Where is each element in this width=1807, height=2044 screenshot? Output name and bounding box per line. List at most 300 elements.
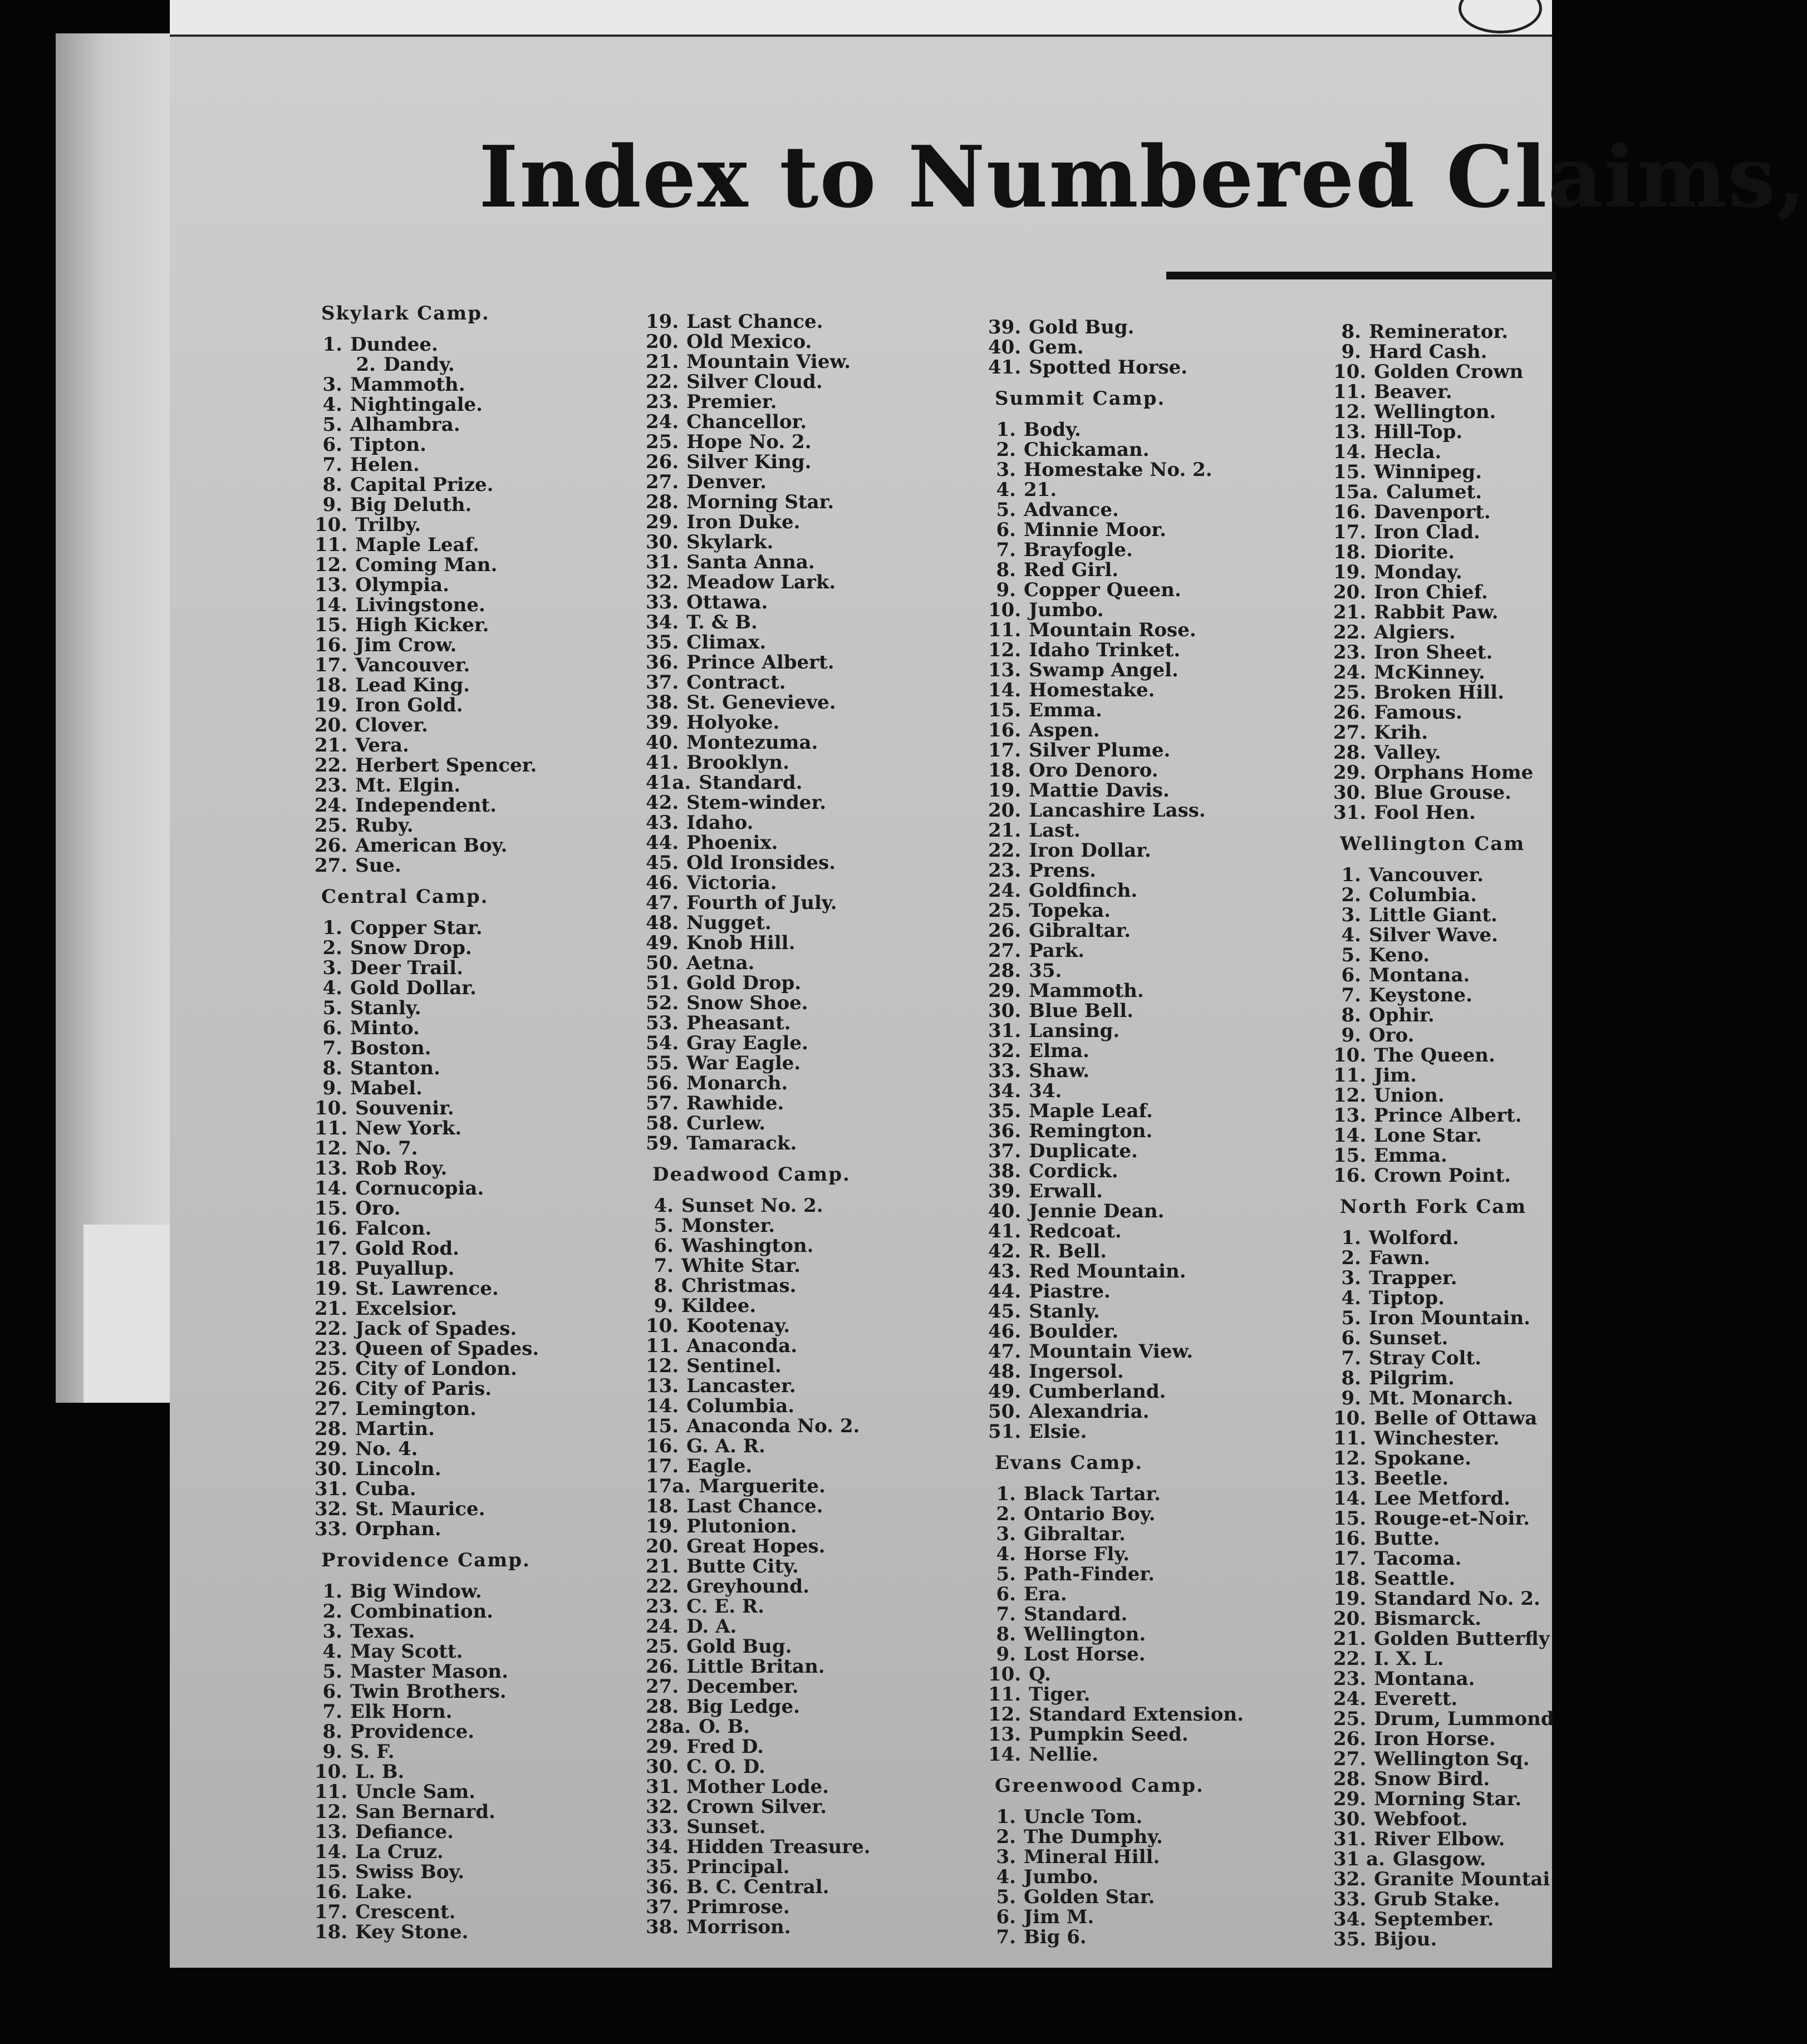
claim-entry [315, 695, 539, 715]
claim-entry [315, 1479, 539, 1499]
claim-entry [315, 1399, 539, 1419]
claim-entry [988, 1584, 1244, 1604]
claim-name: Wolford. [1369, 1227, 1459, 1249]
claim-entry [315, 836, 539, 856]
claim-number: 13. [315, 1821, 348, 1843]
claim-entry [646, 793, 871, 813]
claim-name: City of Paris. [355, 1378, 492, 1400]
claim-name: Ontario Boy. [1024, 1503, 1156, 1525]
claim-name: Curlew. [686, 1112, 766, 1134]
claim-name: Knob Hill. [686, 932, 796, 954]
claim-entry [646, 452, 871, 472]
claim-name: Mattie Davis. [1029, 779, 1170, 802]
claim-entry [988, 1241, 1244, 1261]
claim-name: Stanly. [1029, 1300, 1100, 1323]
claim-entry [1333, 1869, 1554, 1889]
claim-name: Park. [1029, 940, 1085, 962]
claim-entry [1333, 1025, 1554, 1045]
claim-number: 9. [1341, 1387, 1361, 1409]
claim-number: 3. [996, 459, 1016, 481]
claim-number: 18. [646, 1495, 679, 1517]
claim-name: Remington. [1029, 1120, 1153, 1142]
claim-name: Standard. [699, 772, 803, 794]
claim-name: Deer Trail. [350, 957, 463, 979]
claim-name: 35. [1029, 960, 1062, 982]
claim-number: 40. [646, 731, 679, 754]
claim-name: Texas. [350, 1620, 415, 1643]
claim-number: 5. [322, 414, 342, 436]
claim-number: 27. [988, 940, 1022, 962]
claim-name: Fool Hen. [1374, 802, 1476, 824]
claim-number: 1. [322, 333, 342, 356]
claim-name: Uncle Tom. [1024, 1806, 1143, 1828]
claim-number: 44. [646, 832, 679, 854]
claim-entry [988, 1927, 1244, 1947]
claim-number: 31. [315, 1478, 348, 1500]
claim-entry [646, 432, 871, 452]
claim-number: 56. [646, 1072, 679, 1094]
claim-name: Minnie Moor. [1024, 519, 1166, 541]
claim-number: 6. [996, 1906, 1016, 1928]
claim-name: Stem-winder. [686, 792, 827, 814]
claim-entry [315, 1379, 539, 1399]
claim-name: Kootenay. [686, 1315, 790, 1337]
claim-number: 6. [1341, 964, 1361, 986]
claim-name: Snow Shoe. [686, 992, 808, 1014]
claim-number: 7. [996, 1926, 1016, 1948]
claim-number: 17. [988, 739, 1022, 761]
claim-number: 2. [1341, 884, 1361, 906]
claim-entry [315, 1359, 539, 1379]
claim-entry [1333, 1829, 1554, 1849]
claim-name: Montezuma. [686, 731, 818, 754]
claim-name: Iron Mountain. [1369, 1307, 1531, 1329]
claim-entry [646, 1917, 871, 1937]
claim-number: 19. [315, 694, 348, 716]
claim-name: Minto. [350, 1017, 420, 1039]
claim-name: Marguerite. [699, 1475, 826, 1497]
claim-number: 3. [1341, 904, 1361, 926]
claim-entry [315, 1158, 539, 1178]
claim-number: 49. [988, 1380, 1022, 1403]
claim-name: Nellie. [1029, 1743, 1099, 1766]
claim-number: 17. [315, 1237, 348, 1260]
claim-entry [1333, 1569, 1554, 1589]
claim-number: 18. [988, 759, 1022, 782]
claim-number: 8. [322, 1057, 342, 1079]
claim-number: 11. [1333, 1064, 1367, 1087]
claim-number: 38. [988, 1160, 1022, 1182]
claim-entry [988, 337, 1244, 357]
claim-number: 2. [996, 439, 1016, 461]
claim-number: 7. [322, 1701, 342, 1723]
claim-entry [1333, 783, 1554, 803]
claim-entry [1333, 402, 1554, 422]
claim-name: Wellington. [1374, 401, 1496, 423]
claim-number: 12. [315, 554, 348, 576]
claim-entry [1333, 763, 1554, 783]
claim-name: Premier. [686, 391, 777, 413]
claim-name: Homestake. [1029, 679, 1155, 701]
claim-number: 7. [322, 454, 342, 476]
claim-name: Standard No. 2. [1374, 1588, 1540, 1610]
claim-entry [1333, 442, 1554, 462]
claim-name: Lost Horse. [1024, 1643, 1146, 1665]
claim-name: Combination. [350, 1600, 494, 1623]
claim-entry [1333, 723, 1554, 743]
claim-number: 4. [322, 1640, 342, 1663]
claim-name: Boulder. [1029, 1320, 1119, 1343]
claim-entry [315, 515, 539, 535]
claim-number: 47. [988, 1340, 1022, 1363]
claim-name: Fred D. [686, 1736, 764, 1758]
claim-entry [988, 500, 1244, 520]
claim-entry [1333, 482, 1554, 502]
claim-name: Chancellor. [686, 411, 807, 433]
claim-entry [1333, 885, 1554, 905]
claim-number: 9. [654, 1295, 674, 1317]
claim-number: 15. [988, 699, 1022, 721]
claim-number: 36. [646, 1876, 679, 1898]
claim-number: 15. [1333, 1144, 1367, 1167]
claim-name: Oro. [355, 1197, 401, 1220]
claim-entry [988, 620, 1244, 640]
claim-name: Independent. [355, 794, 497, 817]
claim-entry [1333, 1248, 1554, 1268]
claim-entry [988, 820, 1244, 841]
claim-number: 40. [988, 336, 1022, 358]
claim-entry [646, 1216, 871, 1236]
claim-entry [315, 1259, 539, 1279]
claim-number: 27. [315, 1398, 348, 1420]
claim-entry [988, 1402, 1244, 1422]
claim-entry [988, 1061, 1244, 1081]
claim-number: 20. [988, 799, 1022, 822]
claim-entry [646, 1877, 871, 1897]
claim-number: 13. [988, 659, 1022, 681]
claim-name: D. A. [686, 1615, 737, 1638]
claim-name: Trapper. [1369, 1267, 1457, 1289]
claim-entry [988, 901, 1244, 921]
claim-number: 15. [315, 1197, 348, 1220]
claim-name: Prens. [1029, 859, 1096, 882]
claim-number: 1. [996, 1806, 1016, 1828]
claim-entry [315, 856, 539, 876]
claim-entry [1333, 1669, 1554, 1689]
claim-number: 10. [1333, 361, 1367, 383]
claim-number: 12. [988, 639, 1022, 661]
claim-name: Sunset. [1369, 1327, 1448, 1349]
claim-entry [315, 998, 539, 1018]
claim-name: Mountain Rose. [1029, 619, 1196, 641]
claim-name: Contract. [686, 671, 786, 694]
claim-number: 51. [646, 972, 679, 994]
claim-number: 24. [988, 879, 1022, 902]
claim-entry [1333, 1709, 1554, 1729]
claim-name: Reminerator. [1369, 321, 1509, 343]
claim-name: Big Deluth. [350, 494, 472, 516]
camp-heading: Wellington Cam [1340, 833, 1525, 855]
claim-entry [988, 1281, 1244, 1301]
claim-number: 19. [646, 311, 679, 333]
claim-entry [315, 1058, 539, 1078]
claim-number: 13. [315, 1157, 348, 1180]
claim-entry [646, 813, 871, 833]
claim-entry [646, 733, 871, 753]
page-title: Index to Numbered Claims, [479, 127, 1807, 227]
claim-entry [988, 1001, 1244, 1021]
claim-entry [315, 1662, 539, 1682]
claim-entry [646, 953, 871, 973]
claim-number: 32. [315, 1498, 348, 1520]
claim-number: 14. [315, 1841, 348, 1863]
claim-entry [646, 1536, 871, 1556]
claim-entry [646, 933, 871, 953]
claim-entry [646, 372, 871, 392]
claim-number: 33. [988, 1060, 1022, 1082]
claim-entry [988, 1604, 1244, 1624]
claim-number: 26. [988, 920, 1022, 942]
claim-name: Big 6. [1024, 1926, 1087, 1948]
claim-number: 17a. [646, 1475, 691, 1497]
claim-name: Tacoma. [1374, 1547, 1462, 1570]
claim-number: 12. [1333, 1447, 1367, 1470]
claim-number: 29. [646, 1736, 679, 1758]
claim-name: Anaconda No. 2. [686, 1415, 860, 1437]
claim-name: Gold Dollar. [350, 977, 477, 999]
claim-entry [1333, 382, 1554, 402]
claim-entry [988, 1827, 1244, 1847]
claim-entry [315, 1822, 539, 1842]
claim-entry [646, 1817, 871, 1837]
claim-number: 16. [1333, 1165, 1367, 1187]
claim-name: G. A. R. [686, 1435, 765, 1457]
claim-name: New York. [355, 1117, 462, 1139]
claim-entry [315, 475, 539, 495]
claim-name: May Scott. [350, 1640, 463, 1663]
claim-name: Mountain View. [686, 351, 851, 373]
claim-name: Boston. [350, 1037, 431, 1059]
claim-entry [315, 355, 539, 375]
claim-number: 23. [315, 1338, 348, 1360]
claim-entry [315, 1279, 539, 1299]
claim-name: Principal. [686, 1856, 790, 1878]
claim-number: 5. [322, 1660, 342, 1683]
claim-name: Gem. [1029, 336, 1084, 358]
claim-name: Columbia. [686, 1395, 795, 1417]
claim-entry [1333, 1488, 1554, 1509]
claim-entry [646, 472, 871, 492]
claim-entry [1333, 1929, 1554, 1949]
claim-entry [1333, 322, 1554, 342]
claim-name: Gibraltar. [1029, 920, 1131, 942]
claim-entry [315, 1702, 539, 1722]
claim-number: 16. [315, 1217, 348, 1240]
claim-entry [315, 1078, 539, 1098]
claim-number: 9. [322, 1077, 342, 1099]
claim-entry [646, 1356, 871, 1376]
claim-name: Copper Queen. [1024, 579, 1181, 601]
claim-entry [988, 1745, 1244, 1765]
claim-name: Columbia. [1369, 884, 1477, 906]
claim-number: 10. [315, 514, 348, 536]
claim-number: 26. [315, 834, 348, 857]
claim-number: 12. [315, 1137, 348, 1159]
claim-number: 3. [322, 374, 342, 396]
claim-number: 24. [646, 1615, 679, 1638]
claim-entry [646, 572, 871, 592]
claim-number: 17. [315, 654, 348, 676]
claim-number: 11. [315, 1117, 348, 1139]
claim-entry [1333, 1849, 1554, 1869]
claim-number: 22. [646, 371, 679, 393]
claim-entry [646, 993, 871, 1013]
claim-number: 32. [646, 571, 679, 593]
claim-name: Mineral Hill. [1024, 1846, 1160, 1868]
claim-name: Mammoth. [350, 374, 465, 396]
claim-entry [988, 1664, 1244, 1684]
claim-entry [1333, 1005, 1554, 1025]
claim-entry [1333, 1529, 1554, 1549]
claim-number: 11. [988, 619, 1022, 641]
claim-number: 4. [996, 479, 1016, 501]
camp-heading: Evans Camp. [995, 1452, 1143, 1474]
claim-name: Gold Bug. [686, 1635, 792, 1658]
claim-entry [315, 1862, 539, 1882]
claim-entry [315, 1299, 539, 1319]
claim-number: 59. [646, 1132, 679, 1154]
claim-name: Topeka. [1029, 900, 1111, 922]
claim-number: 4. [654, 1195, 674, 1217]
claim-number: 10. [315, 1097, 348, 1119]
claim-number: 34. [646, 1836, 679, 1858]
claim-entry [1333, 945, 1554, 965]
claim-entry [646, 692, 871, 713]
claim-entry [1333, 422, 1554, 442]
claim-number: 8. [996, 559, 1016, 581]
claim-entry [988, 1081, 1244, 1101]
claim-number: 29. [1333, 1788, 1367, 1810]
claim-number: 23. [988, 859, 1022, 882]
claim-entry [646, 1033, 871, 1053]
claim-entry [988, 1021, 1244, 1041]
claim-number: 32. [1333, 1868, 1367, 1890]
claim-entry [1333, 1428, 1554, 1448]
claim-entry [1333, 702, 1554, 723]
claim-number: 33. [1333, 1888, 1367, 1910]
claim-entry [315, 1138, 539, 1158]
claim-number: 1. [322, 917, 342, 939]
claim-name: Ophir. [1369, 1004, 1435, 1026]
claim-entry [315, 495, 539, 515]
claim-name: Silver Cloud. [686, 371, 823, 393]
index-column-3 [988, 317, 1244, 1947]
claim-number: 5. [996, 1886, 1016, 1908]
claim-name: Spotted Horse. [1029, 356, 1188, 379]
claim-entry [1333, 362, 1554, 382]
claim-name: Cordick. [1029, 1160, 1118, 1182]
claim-number: 14. [988, 679, 1022, 701]
claim-number: 17. [1333, 521, 1367, 543]
claim-number: 17. [315, 1901, 348, 1923]
claim-entry [1333, 865, 1554, 885]
claim-entry [1333, 562, 1554, 582]
claim-name: Herbert Spencer. [355, 754, 537, 777]
claim-entry [1333, 1448, 1554, 1468]
claim-entry [646, 1133, 871, 1153]
claim-entry [1333, 1166, 1554, 1186]
claim-name: San Bernard. [355, 1801, 495, 1823]
claim-name: Maple Leaf. [1029, 1100, 1153, 1122]
claim-entry [988, 780, 1244, 800]
claim-entry [988, 357, 1244, 377]
claim-number: 11. [1333, 381, 1367, 403]
claim-entry [315, 1499, 539, 1519]
claim-number: 2. [322, 937, 342, 959]
claim-name: Wellington. [1024, 1623, 1146, 1645]
claim-number: 13. [1333, 1467, 1367, 1490]
claim-name: Glasgow. [1393, 1848, 1486, 1870]
claim-entry [315, 938, 539, 958]
claim-number: 24. [646, 411, 679, 433]
claim-number: 20. [315, 714, 348, 736]
claim-number: 22. [1333, 621, 1367, 643]
claim-number: 8. [1341, 1367, 1361, 1389]
claim-entry [988, 1342, 1244, 1362]
claim-entry [1333, 743, 1554, 763]
claim-entry [315, 615, 539, 635]
claim-name: Morrison. [686, 1916, 791, 1938]
claim-entry [646, 1657, 871, 1677]
claim-number: 22. [988, 839, 1022, 862]
claim-number: 28. [1333, 1768, 1367, 1790]
claim-entry [1333, 1368, 1554, 1388]
claim-name: Sunset. [686, 1816, 766, 1838]
claim-entry [1333, 1105, 1554, 1126]
claim-entry [646, 1576, 871, 1596]
claim-number: 29. [1333, 761, 1367, 784]
claim-number: 20. [646, 331, 679, 353]
claim-name: Jim Crow. [355, 634, 457, 656]
claim-name: December. [686, 1676, 799, 1698]
claim-entry [1333, 1789, 1554, 1809]
claim-number: 7. [996, 539, 1016, 561]
claim-number: 6. [996, 519, 1016, 541]
claim-number: 8. [1341, 321, 1361, 343]
claim-name: Last Chance. [686, 311, 823, 333]
claim-name: Mountain View. [1029, 1340, 1194, 1363]
claim-number: 11. [315, 1781, 348, 1803]
claim-entry [988, 520, 1244, 540]
claim-number: 5. [654, 1215, 674, 1237]
claim-name: Iron Sheet. [1374, 641, 1493, 664]
claim-entry [315, 715, 539, 735]
claim-entry [646, 1677, 871, 1697]
claim-entry [1333, 602, 1554, 622]
claim-name: Beetle. [1374, 1467, 1449, 1490]
claim-number: 16. [315, 1881, 348, 1903]
claim-name: Olympia. [355, 574, 449, 596]
claim-name: Aetna. [686, 952, 755, 974]
claim-entry [315, 1018, 539, 1038]
claim-number: 10. [646, 1315, 679, 1337]
claim-number: 23. [646, 1595, 679, 1618]
claim-number: 6. [322, 1017, 342, 1039]
claim-entry [988, 1041, 1244, 1061]
claim-entry [1333, 1629, 1554, 1649]
claim-name: Fawn. [1369, 1247, 1431, 1269]
claim-name: Pilgrim. [1369, 1367, 1455, 1389]
